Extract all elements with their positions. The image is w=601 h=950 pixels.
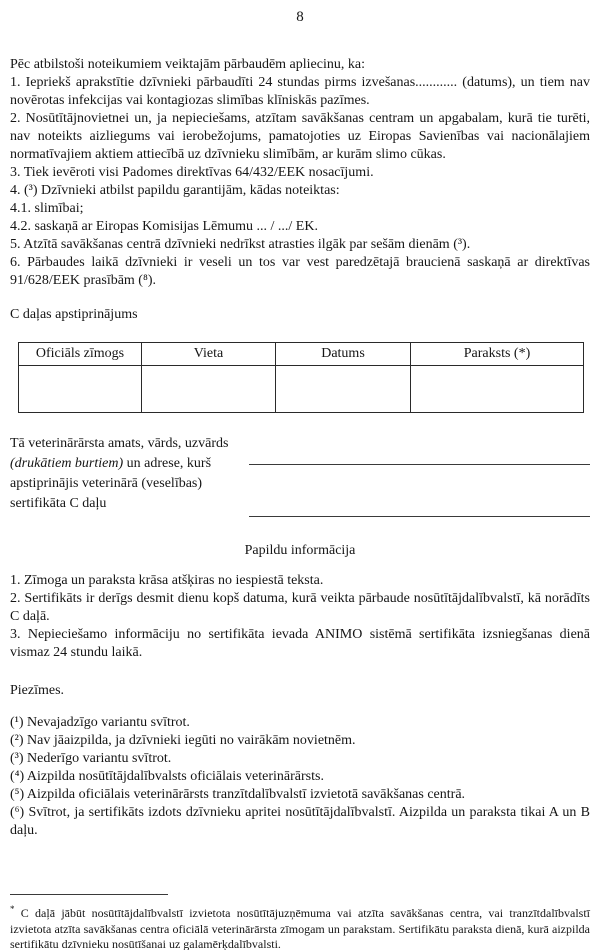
- cell-date: [276, 366, 411, 413]
- veterinarian-declaration-text: [10, 434, 245, 535]
- certification-clause-4: 4. (³) Dzīvnieki atbilst papildu garantijām, kādas noteiktas:: [10, 183, 340, 198]
- note-4: (⁴) Aizpilda nosūtītājdalībvalsts oficiālais veterinārārsts.: [10, 769, 324, 784]
- stamp-table-empty-row: [19, 366, 584, 413]
- cell-official-stamp: [19, 366, 142, 413]
- signature-line-1: [249, 464, 590, 465]
- cell-place: [142, 366, 276, 413]
- certification-clause-5: 5. Atzītā savākšanas centrā dzīvnieki nedrīkst atrasties ilgāk par sešām dienām (³).: [10, 237, 471, 252]
- footnote-separator: [10, 894, 168, 895]
- additional-info-section: [10, 572, 590, 662]
- stamp-table: [18, 342, 584, 413]
- certification-clause-6: 6. Pārbaudes laikā dzīvnieki ir veseli un tos var vest paredzētajā braucienā saskaņā ar direktīvas 91/628/EEK prasībām (⁸).: [10, 255, 590, 288]
- declaration-text-before: Tā veterinārārsta amats, vārds, uzvārds: [10, 436, 229, 451]
- note-6: (⁶) Svītrot, ja sertifikāts izdots dzīvnieku apritei nosūtītājdalībvalstī. Aizpilda un paraksta tikai A un B daļu.: [10, 805, 590, 838]
- certification-clause-2: 2. Nosūtītājnovietnei un, ja nepieciešams, atzītam savākšanas centram un apgabalam, kurā tie turēti, nav noteikts aizliegums vai ierobežojums, pamatojoties uz Eiropas Savienības vai nacionālajiem normatīvajiem aktiem attiecībā uz dzīvnieku slimībām, ar kurām slimo cūkas.: [10, 111, 590, 162]
- certification-clause-1: 1. Iepriekš aprakstītie dzīvnieki pārbaudīti 24 stundas pirms izvešanas............ (datums), un tiem nav novērotas infekcijas vai kontagiozas slimības klīniskās pazīmes.: [10, 75, 590, 108]
- additional-info-item-1: 1. Zīmoga un paraksta krāsa atšķiras no iespiestā teksta.: [10, 573, 324, 588]
- note-5: (⁵) Aizpilda oficiālais veterinārārsts tranzītdalībvalstī izvietotā savākšanas centrā.: [10, 787, 466, 802]
- footnote-marker: *: [10, 904, 15, 914]
- declaration-text-italic: (drukātiem burtiem): [10, 456, 124, 471]
- footnote-text: C daļā jābūt nosūtītājdalībvalstī izvietota nosūtītājuzņēmuma vai atzīta savākšanas centra, vai tranzītdalībvalstī izvietota atzīta savākšanas centra oficiālā veterinārārsta zīmogam un parakstam. Sertifikātu paraksta dienā, kurā aizpilda sertifikātu dzīvnieku nosūtīšanai uz galamērķdalībvalsti.: [10, 906, 590, 950]
- signature-line-2: [249, 516, 590, 517]
- notes-title: Piezīmes.: [10, 683, 65, 698]
- signature-area: [245, 434, 590, 535]
- notes-section: [10, 714, 590, 840]
- certification-clause-3: 3. Tiek ievēroti visi Padomes direktīvas 64/432/EEK nosacījumi.: [10, 165, 374, 180]
- note-3: (³) Nederīgo variantu svītrot.: [10, 751, 172, 766]
- page-number: 8: [296, 9, 304, 25]
- note-2: (²) Nav jāaizpilda, ja dzīvnieki iegūti no vairākām novietnēm.: [10, 733, 356, 748]
- additional-info-item-2: 2. Sertifikāts ir derīgs desmit dienu kopš datuma, kurā veikta pārbaude nosūtītājdalībvalstī, kā norādīts C daļā.: [10, 591, 590, 624]
- cell-signature: [411, 366, 584, 413]
- header-signature: Paraksts (*): [411, 343, 584, 366]
- section-c-label: C daļas apstiprinājums: [10, 307, 138, 322]
- certification-section: [10, 56, 590, 290]
- veterinarian-declaration: [10, 434, 590, 535]
- certification-clause-4-2: 4.2. saskaņā ar Eiropas Komisijas Lēmumu ... / .../ EK.: [10, 219, 318, 234]
- stamp-table-header-row: [19, 343, 584, 366]
- certification-intro: Pēc atbilstoši noteikumiem veiktajām pārbaudēm apliecinu, ka:: [10, 57, 365, 72]
- bottom-footnote: [10, 902, 590, 950]
- header-date: Datums: [276, 343, 411, 366]
- header-place: Vieta: [142, 343, 276, 366]
- additional-info-title: Papildu informācija: [244, 543, 356, 558]
- certification-clause-4-1: 4.1. slimībai;: [10, 201, 84, 216]
- note-1: (¹) Nevajadzīgo variantu svītrot.: [10, 715, 190, 730]
- declaration-text-after: un adrese, kurš apstiprinājis veterinārā (veselības) sertifikāta C daļu: [10, 456, 212, 511]
- header-official-stamp: Oficiāls zīmogs: [19, 343, 142, 366]
- additional-info-item-3: 3. Nepieciešamo informāciju no sertifikāta ievada ANIMO sistēmā sertifikāta izsniegšanas dienā vismaz 24 stundu laikā.: [10, 627, 590, 660]
